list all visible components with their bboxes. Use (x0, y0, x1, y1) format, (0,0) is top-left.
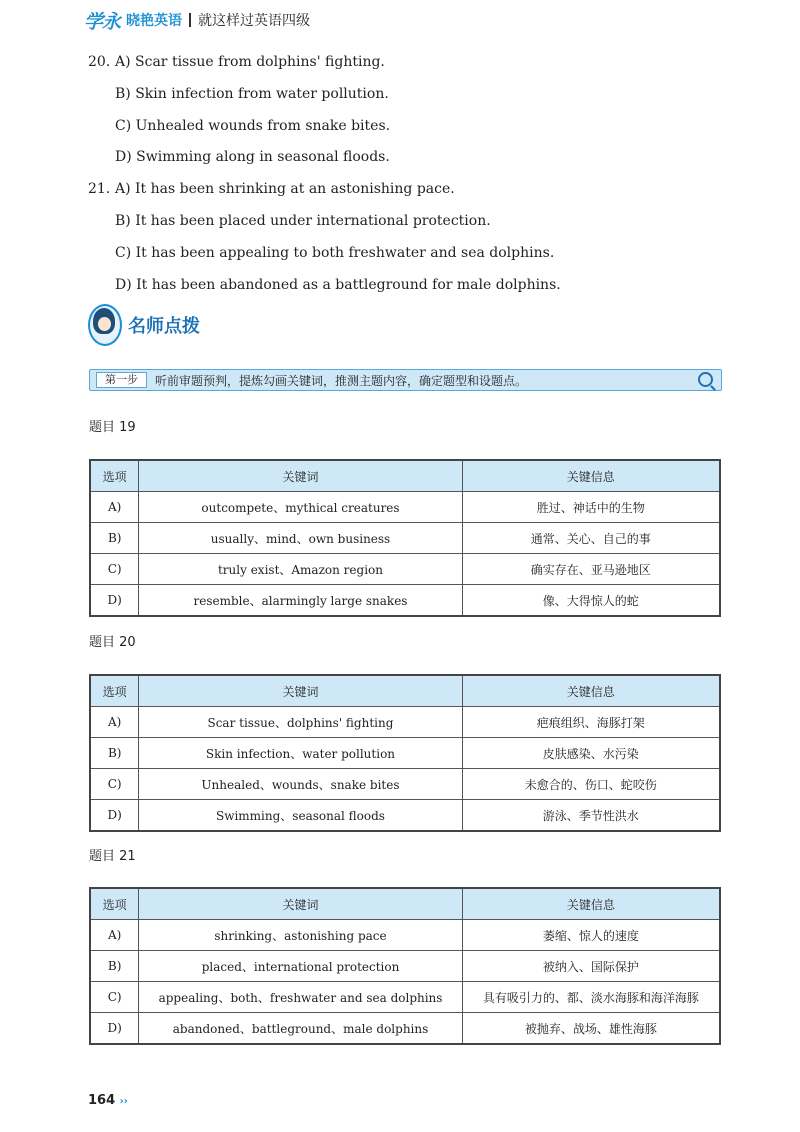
step-text: 听前审题预判，提炼勾画关键词，推测主题内容，确定题型和设题点。 (155, 373, 528, 388)
keyword-table-20 (89, 674, 721, 832)
table-row: A) outcompete、mythical creatures 胜过、神话中的生物 (90, 492, 720, 523)
table-header-row: 选项 关键词 关键信息 (90, 888, 720, 920)
table-row: A) shrinking、astonishing pace 萎缩、惊人的速度 (90, 920, 720, 951)
step-tag: 第一步 (96, 372, 147, 388)
question-21-option-a: 21. A) It has been shrinking at an astonishing pace. (88, 181, 455, 197)
table-row: A) Scar tissue、dolphins' fighting 疤痕组织、海豚打架 (90, 707, 720, 738)
brand-name: 晓艳英语 (126, 13, 183, 29)
question-21-option-c: C) It has been appealing to both freshwater and sea dolphins. (115, 245, 555, 261)
section-title: 题目 20 (89, 635, 136, 650)
question-20-option-c: C) Unhealed wounds from snake bites. (115, 118, 391, 134)
question-20-option-d: D) Swimming along in seasonal floods. (115, 149, 390, 165)
publisher-logo: 学永 (84, 10, 121, 33)
keyword-table-19 (89, 459, 721, 617)
table-row: D) abandoned、battleground、male dolphins 被抛弃、战场、雄性海豚 (90, 1013, 720, 1045)
header-divider (189, 13, 191, 27)
table-row: B) Skin infection、water pollution 皮肤感染、水污染 (90, 738, 720, 769)
book-title: 就这样过英语四级 (198, 13, 311, 29)
table-row: B) placed、international protection 被纳入、国际保护 (90, 951, 720, 982)
question-21-option-d: D) It has been abandoned as a battleground for male dolphins. (115, 277, 561, 293)
section-title: 题目 21 (89, 849, 136, 864)
keyword-table-21 (89, 887, 721, 1045)
page-number: 164 ›› (88, 1093, 128, 1108)
question-number: 20. (88, 54, 111, 70)
table-row: C) truly exist、Amazon region 确实存在、亚马逊地区 (90, 554, 720, 585)
table-row: D) resemble、alarmingly large snakes 像、大得惊人的蛇 (90, 585, 720, 617)
table-header-row: 选项 关键词 关键信息 (90, 675, 720, 707)
teacher-avatar-icon (88, 304, 122, 346)
section-title: 题目 19 (89, 420, 136, 435)
step-banner (89, 369, 722, 391)
question-20-option-b: B) Skin infection from water pollution. (115, 86, 389, 102)
table-row: C) appealing、both、freshwater and sea dolphins 具有吸引力的、都、淡水海豚和海洋海豚 (90, 982, 720, 1013)
table-row: B) usually、mind、own business 通常、关心、自己的事 (90, 523, 720, 554)
table-row: C) Unhealed、wounds、snake bites 未愈合的、伤口、蛇咬伤 (90, 769, 720, 800)
table-row: D) Swimming、seasonal floods 游泳、季节性洪水 (90, 800, 720, 832)
table-header-row: 选项 关键词 关键信息 (90, 460, 720, 492)
question-20-option-a: 20. A) Scar tissue from dolphins' fighting. (88, 54, 385, 70)
teacher-tip-heading (88, 304, 200, 346)
question-21-option-b: B) It has been placed under international protection. (115, 213, 491, 229)
question-number: 21. (88, 181, 111, 197)
page-header (84, 6, 310, 34)
search-icon (698, 372, 713, 387)
page-mark: ›› (119, 1096, 128, 1107)
tip-label: 名师点拨 (128, 316, 200, 337)
